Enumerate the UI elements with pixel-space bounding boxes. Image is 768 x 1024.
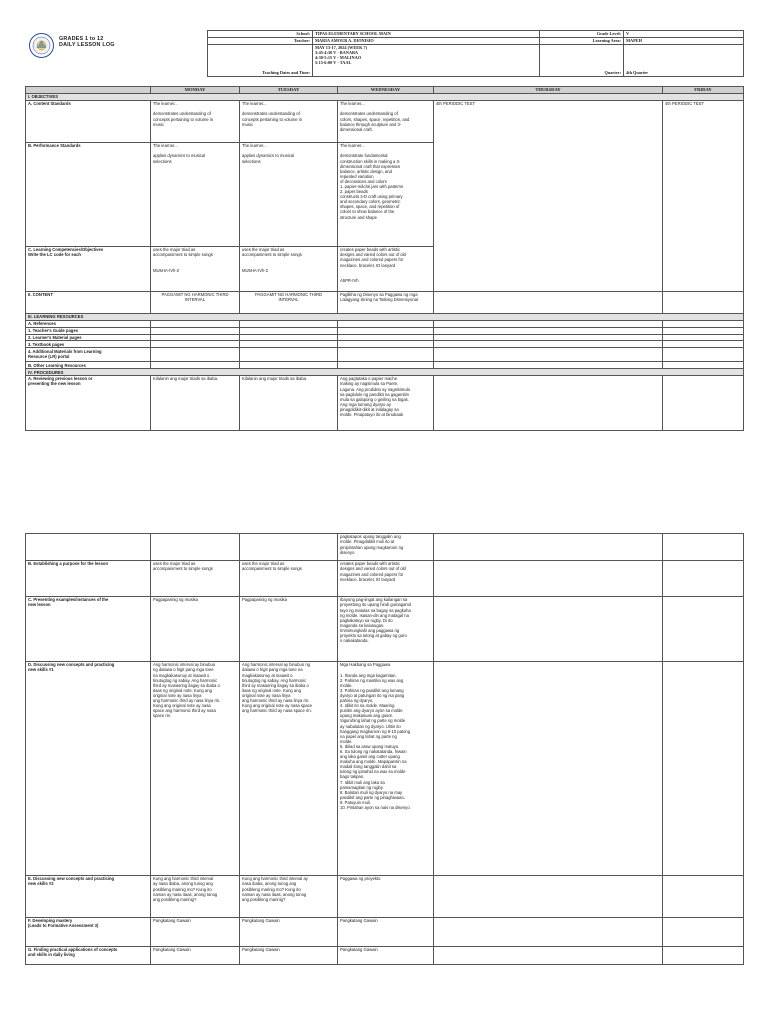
competency-label: C. Learning Competencies/Objectives Write the LC code for each (26, 246, 151, 291)
header-table-wrap (0, 30, 768, 77)
school-value: TIPAS ELEMENTARY SCHOOL MAIN (313, 31, 540, 38)
content-std-tue: The learner... demonstrates understanding of concepts pertaining to volume in music (240, 100, 338, 142)
perf-std-label: B. Performance Standards (26, 142, 151, 246)
practical-tue: Pangkatang Gawain (240, 947, 338, 965)
form-title-line1: GRADES 1 to 12 (59, 36, 104, 42)
discuss1-label: D. Discussing new concepts and practicing new skills #1 (26, 662, 151, 876)
discuss1-wed: Mga Hakbang sa Paggawa 1. Ihanda ang mga kagamitan. 2. Pahiran ng mantika ng wax ang molde. 3. Pahiran ng pandikit ang lumang dyaryo at patungan ito ng isa pang pahina ng dyaryo. 4. Idikit ito sa molde. Maaring punitin ang dyaryo ayon sa molde upang makasuan ang gusot. Siguruhing lahat ng parte ng molde ay nabalutan ng dyaryo. Ulitin ito hanggang magkaroon ng 8-10 patong na papel ang lahat ng parte ng molde. 5. Ibilad sa araw upang matuyo. 6. Sa tulong ng nakatatanda, hiwain ang laka gamit ang cutter upang makuha ang molde. Mapapansin na madali itong tanggalin dahil sa tulong ng ipinahid na wax sa molde bago takpan. 7. Idikit muli ang laka sa pamamagitan ng rugby. 8. Balutan muli ng dyaryo na may pandikit ang parte ng pinaghiwaan. 9. Patuyuin muli. 10. Pintahan ayon sa nais na disenyo. (338, 662, 434, 876)
other-resources-label: B. Other Learning Resources (26, 362, 151, 369)
day-header-blank (26, 87, 151, 94)
grade-value: V (624, 31, 744, 38)
purpose-tue: uses the major triad as accompaniment to simple songs (240, 561, 338, 597)
discuss2-mon: Kung ang harmonic third interval ay nasa ibaba, anong tunog ang posibleng marinig mo? Kung ito naman ay nasa itaas, anong tunog ang posibleng marinig? (151, 876, 240, 918)
references-label: A. References (26, 320, 151, 327)
discuss1-mon: Ang harmonic interval ay binubuo ng dalawa o higit pang mga tone na magkakasunuy at inaawit o tinutugtog ng sabay. Ang harmonic third ay masasring ilagay sa ibaba o itaas ng original note. Kung ang original note ay nasa linya ang harmonic third ay nasa linya rin. Kung ang original note ay nasa space ang harmonic third ay nasa space rin. (151, 662, 240, 876)
header-table (207, 30, 744, 77)
lm-label: 2. Learner's Material pages (26, 334, 151, 341)
perf-std-tue: The learner... applies dynamics to musical selections (240, 142, 338, 246)
day-header-tuesday: TUESDAY (240, 87, 338, 94)
quarter-label: Quarter: (540, 44, 624, 76)
day-header-friday: FRIDAY (663, 87, 744, 94)
practical-label: G. Finding practical applications of concepts and skills in daily living (26, 947, 151, 965)
day-header-thursday: THURSDAY (434, 87, 663, 94)
tg-label: 1. Teacher's Guide pages (26, 327, 151, 334)
review-tue: Kilalanin ang major triads sa ibaba. (240, 376, 338, 431)
competency-mon: uses the major triad as accompaniment to simple songs MU5HA-IVh-2 (151, 246, 240, 291)
content-wed: Paglikha ng Disenyo sa Paggawa ng mga Lalagyang Sining na Tatlong Dimensyonal (338, 291, 434, 313)
content-tue: PAGGAMIT NG HARMONIC THIRD INTERVAL (240, 291, 338, 313)
objectives-heading: I. OBJECTIVES (26, 94, 744, 101)
perf-std-wed: The learner... demonstrate fundamental construction skills in making a 3- dimensional craft that expresses balance, artistic design, and repeated variation of decorations and colors 1. papier-mâché jars with patterns 2. paper beads constructs 3-D craft using primary and secondary colors, geometric shapes, space, and repetition of colors to show balance of the structure and shape (338, 142, 434, 246)
dates-value: MAY 13-17, 2024 (WEEK 7) 3:45-4:30 V - BANABA 4:30-5:15 V - MALINAO 5:15-6:00 V - TAAL (313, 44, 540, 76)
review-wed-continued: pagkatapos upang tanggalin ang molde. Pinagdidikit muli ito at pinipintahan upang magkaroon ng disenyo (338, 534, 434, 561)
review-wed: Ang pagtataka o papier mache making ay nagsimula sa Paete, Laguna. Ang produkto ay nagsisimula sa paglululo ng pandikit na gagamitin mula sa galapong o giniling na bigas. Ang mga lumang dyaryo ay pinagdidikit-dikit at inilalagay sa molde. Pinapatuyo ito at binubaak (338, 376, 434, 431)
content-std-thu: 4th PERIODIC TEST (434, 100, 663, 291)
area-value: MAPEH (624, 37, 744, 44)
teacher-value: MARIA AMOUR A. DIONISIO (313, 37, 540, 44)
competency-wed: creates paper beads with artistic designs and varied colors out of old magazines and colored papers for necklace, bracelet, ID lanyard A5PR-IVh (338, 246, 434, 291)
day-header-monday: MONDAY (151, 87, 240, 94)
procedures-heading: IV. PROCEDURES (26, 369, 744, 376)
practical-mon: Pangkatang Gawain (151, 947, 240, 965)
grade-label: Grade Level: (540, 31, 624, 38)
content-mon: PAGGAMIT NG HARMONIC THIRD INTERVAL (151, 291, 240, 313)
content-std-label: A. Content Standards (26, 100, 151, 142)
purpose-wed: creates paper beads with artistic designs and varied colors out of old magazines and colored papers for necklace, bracelet, ID lanyard (338, 561, 434, 597)
discuss2-wed: Paggawa ng proyekto (338, 876, 434, 918)
tb-label: 3. Textbook pages (26, 341, 151, 348)
form-title-line2: DAILY LESSON LOG (59, 42, 115, 49)
content-fri (663, 291, 744, 313)
area-label: Learning Area: (540, 37, 624, 44)
quarter-value: 4th Quarter (624, 44, 744, 76)
lesson-table-page2 (25, 533, 744, 965)
present-label: C. Presenting examples/instances of the new lesson (26, 597, 151, 662)
present-mon: Pagpaparinig ng musika (151, 597, 240, 662)
review-label: A. Reviewing previous lesson or presenting the new lesson (26, 376, 151, 431)
content-std-fri: 4th PERIODIC TEST (663, 100, 744, 291)
mastery-tue: Pangkatang Gawain (240, 918, 338, 947)
mastery-mon: Pangkatang Gawain (151, 918, 240, 947)
resources-heading: III. LEARNING RESOURCES (26, 313, 744, 320)
discuss2-tue: Kung ang harmonic third interval ay nasa ibaba, anong tunog ang posibleng marinig mo? Kung ito naman ay nasa itaas, anong tunog ang posibleng marinig? (240, 876, 338, 918)
mastery-wed: Pangkatang Gawain (338, 918, 434, 947)
content-std-wed: The learner... demonstrates understanding of colors, shapes, space, repetition, and balance through sculpture and 3- dimensional craft. (338, 100, 434, 142)
lesson-table-page1-wrap (0, 86, 768, 431)
competency-tue: uses the major triad as accompaniment to simple songs MU5HA-IVh-2 (240, 246, 338, 291)
practical-wed: Pangkatang Gawain (338, 947, 434, 965)
purpose-mon: uses the major triad as accompaniment to simple songs (151, 561, 240, 597)
teacher-label: Teacher: (208, 37, 313, 44)
lesson-table-page1 (25, 86, 744, 431)
lr-label: 4. Additional Materials from Learning Resource (LR) portal (26, 348, 151, 362)
present-wed: Ibayong pag-iingat ang kailangan sa proyektong ito upang hindi gumagamit tayo ng matulas na bagay sa pagkuha ng molde. Isasan-din ang matagal na pagkakatuyo sa rugby. Di ito maganda sa kalusugan. Iminimungkahi ang paggawa ng proyekto sa tulong at gabay ng guro o nakakatanda. (338, 597, 434, 662)
content-std-mon: The learner... demonstrates understanding of concepts pertaining to volume in music (151, 100, 240, 142)
day-header-wednesday: WEDNESDAY (338, 87, 434, 94)
content-thu (434, 291, 663, 313)
dates-label: Teaching Dates and Time: (208, 44, 313, 76)
school-label: School: (208, 31, 313, 38)
content-label: II. CONTENT (26, 291, 151, 313)
lesson-table-page2-wrap (0, 533, 768, 965)
review-mon: Kilalanin ang major triads sa ibaba. (151, 376, 240, 431)
discuss1-tue: Ang harmonic interval ay binubuo ng dalawa o higit pang mga tone na magkakasunuy at inaawit o tinutugtog ng sabay. Ang harmonic third ay masasring ilagay sa ibaba o itaas ng original note. Kung ang original note ay nasa linya ang harmonic third ay nasa linya rin. Kung ang original note ay nasa space ang harmonic third ay nasa space rin. (240, 662, 338, 876)
present-tue: Pagpaparinig ng musika (240, 597, 338, 662)
discuss2-label: E. Discussing new concepts and practicing new skills #2 (26, 876, 151, 918)
purpose-label: B. Establishing a purpose for the lesson (26, 561, 151, 597)
mastery-label: F. Developing mastery (Leads to Formative Assessment 3) (26, 918, 151, 947)
perf-std-mon: The learner... applies dynamics to musical selections (151, 142, 240, 246)
